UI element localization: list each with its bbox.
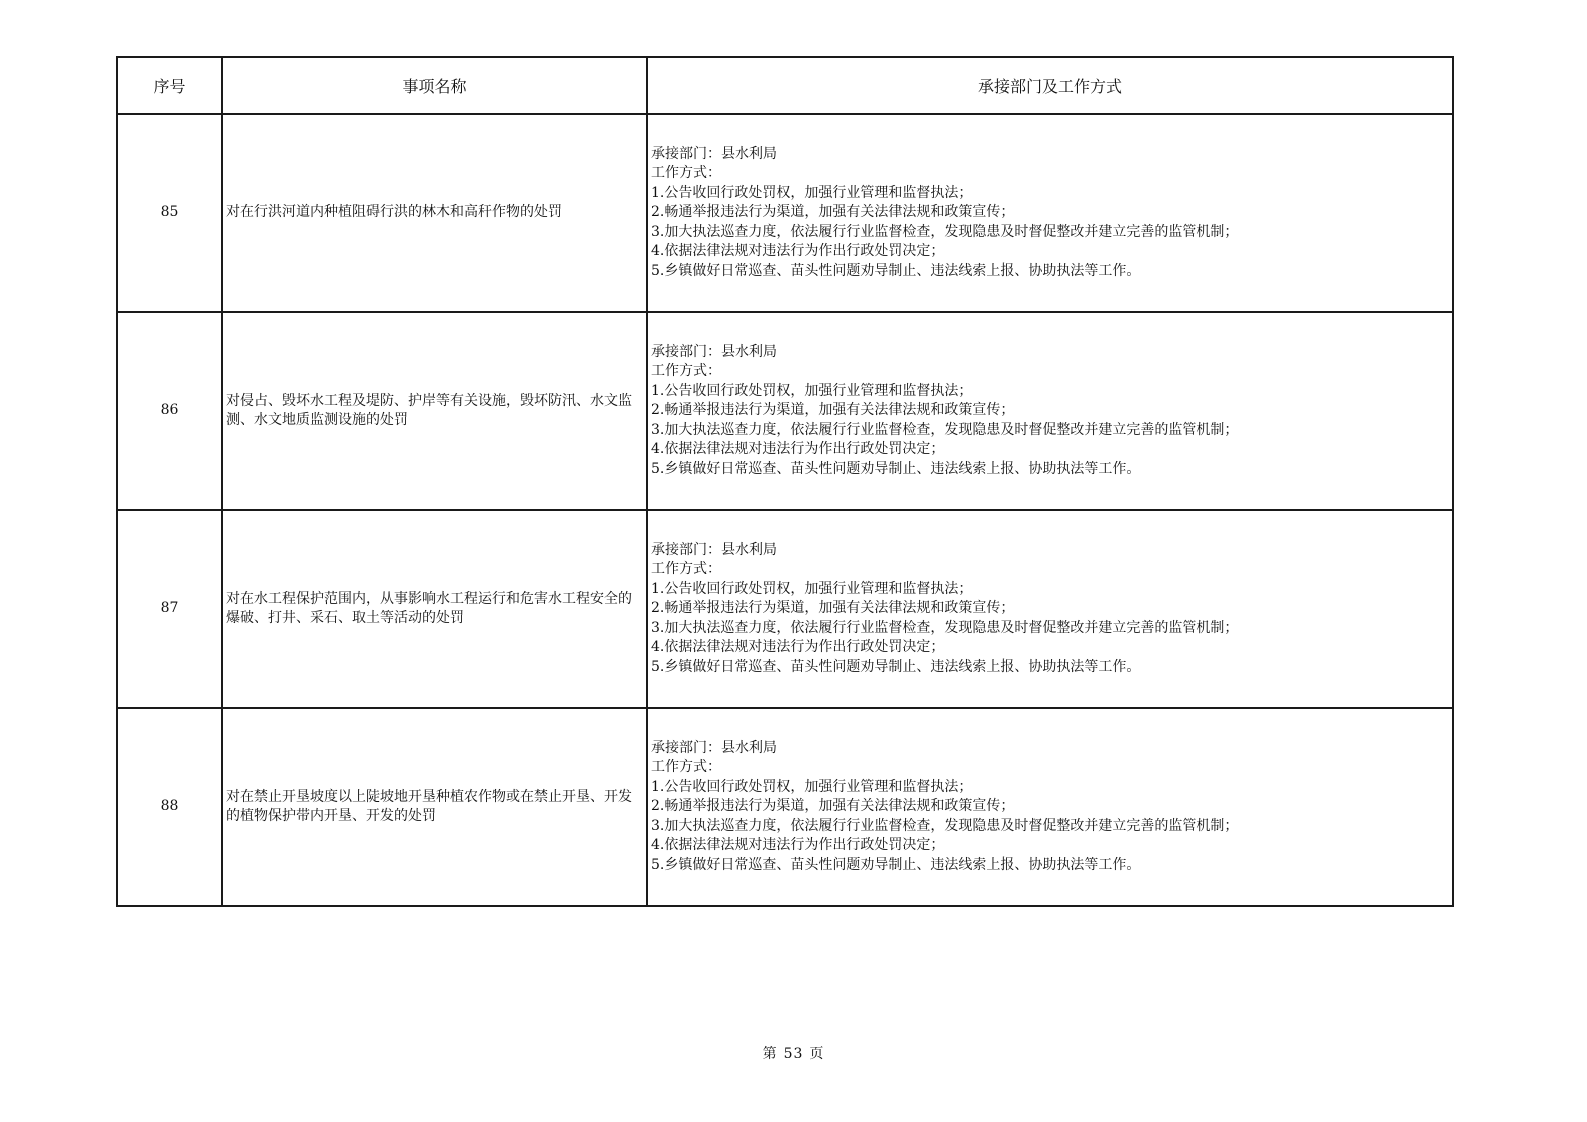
dept-line: 5.乡镇做好日常巡查、苗头性问题劝导制止、违法线索上报、协助执法等工作。 (651, 460, 1141, 477)
dept-line: 5.乡镇做好日常巡查、苗头性问题劝导制止、违法线索上报、协助执法等工作。 (651, 658, 1141, 675)
dept-line: 承接部门：县水利局 (651, 146, 777, 163)
dept-and-method (647, 510, 1453, 708)
dept-line: 5.乡镇做好日常巡查、苗头性问题劝导制止、违法线索上报、协助执法等工作。 (651, 262, 1141, 279)
page-prefix: 第 (762, 1046, 778, 1062)
dept-line: 1.公告收回行政处罚权，加强行业管理和监督执法； (651, 580, 973, 597)
table-row (117, 312, 1453, 510)
page-number: 53 (783, 1046, 804, 1062)
page-suffix: 页 (809, 1046, 825, 1062)
dept-line: 4.依据法律法规对违法行为作出行政处罚决定； (651, 639, 945, 656)
page-footer (0, 1043, 1587, 1063)
dept-line: 3.加大执法巡查力度，依法履行行业监督检查，发现隐患及时督促整改并建立完善的监管机制； (651, 223, 1239, 240)
dept-line: 工作方式： (651, 759, 721, 776)
dept-line: 5.乡镇做好日常巡查、苗头性问题劝导制止、违法线索上报、协助执法等工作。 (651, 856, 1141, 873)
dept-line: 3.加大执法巡查力度，依法履行行业监督检查，发现隐患及时督促整改并建立完善的监管机制； (651, 421, 1239, 438)
dept-line: 工作方式： (651, 363, 721, 380)
dept-line: 4.依据法律法规对违法行为作出行政处罚决定； (651, 243, 945, 260)
dept-line: 1.公告收回行政处罚权，加强行业管理和监督执法； (651, 382, 973, 399)
header-no: 序号 (117, 57, 222, 114)
dept-line: 承接部门：县水利局 (651, 542, 777, 559)
dept-line: 2.畅通举报违法行为渠道，加强有关法律法规和政策宣传； (651, 798, 1015, 815)
items-table (116, 56, 1454, 907)
dept-line: 2.畅通举报违法行为渠道，加强有关法律法规和政策宣传； (651, 600, 1015, 617)
dept-line: 1.公告收回行政处罚权，加强行业管理和监督执法； (651, 778, 973, 795)
dept-line: 4.依据法律法规对违法行为作出行政处罚决定； (651, 441, 945, 458)
header-name: 事项名称 (222, 57, 647, 114)
dept-line: 工作方式： (651, 165, 721, 182)
dept-line: 3.加大执法巡查力度，依法履行行业监督检查，发现隐患及时督促整改并建立完善的监管机制； (651, 817, 1239, 834)
dept-line: 2.畅通举报违法行为渠道，加强有关法律法规和政策宣传； (651, 204, 1015, 221)
table-row (117, 114, 1453, 312)
row-number: 85 (117, 114, 222, 312)
dept-line: 工作方式： (651, 561, 721, 578)
table-header-row (117, 57, 1453, 114)
item-name: 对侵占、毁坏水工程及堤防、护岸等有关设施，毁坏防汛、水文监测、水文地质监测设施的处罚 (222, 312, 647, 510)
header-dept: 承接部门及工作方式 (647, 57, 1453, 114)
dept-and-method (647, 114, 1453, 312)
row-number: 88 (117, 708, 222, 906)
row-number: 87 (117, 510, 222, 708)
dept-line: 1.公告收回行政处罚权，加强行业管理和监督执法； (651, 184, 973, 201)
dept-and-method (647, 708, 1453, 906)
table-row (117, 510, 1453, 708)
dept-line: 4.依据法律法规对违法行为作出行政处罚决定； (651, 837, 945, 854)
dept-line: 承接部门：县水利局 (651, 740, 777, 757)
dept-line: 承接部门：县水利局 (651, 344, 777, 361)
row-number: 86 (117, 312, 222, 510)
item-name: 对在行洪河道内种植阻碍行洪的林木和高秆作物的处罚 (222, 114, 647, 312)
item-name: 对在水工程保护范围内，从事影响水工程运行和危害水工程安全的爆破、打井、采石、取土等活动的处罚 (222, 510, 647, 708)
item-name: 对在禁止开垦坡度以上陡坡地开垦种植农作物或在禁止开垦、开发的植物保护带内开垦、开发的处罚 (222, 708, 647, 906)
dept-line: 2.畅通举报违法行为渠道，加强有关法律法规和政策宣传； (651, 402, 1015, 419)
dept-and-method (647, 312, 1453, 510)
dept-line: 3.加大执法巡查力度，依法履行行业监督检查，发现隐患及时督促整改并建立完善的监管机制； (651, 619, 1239, 636)
table-row (117, 708, 1453, 906)
